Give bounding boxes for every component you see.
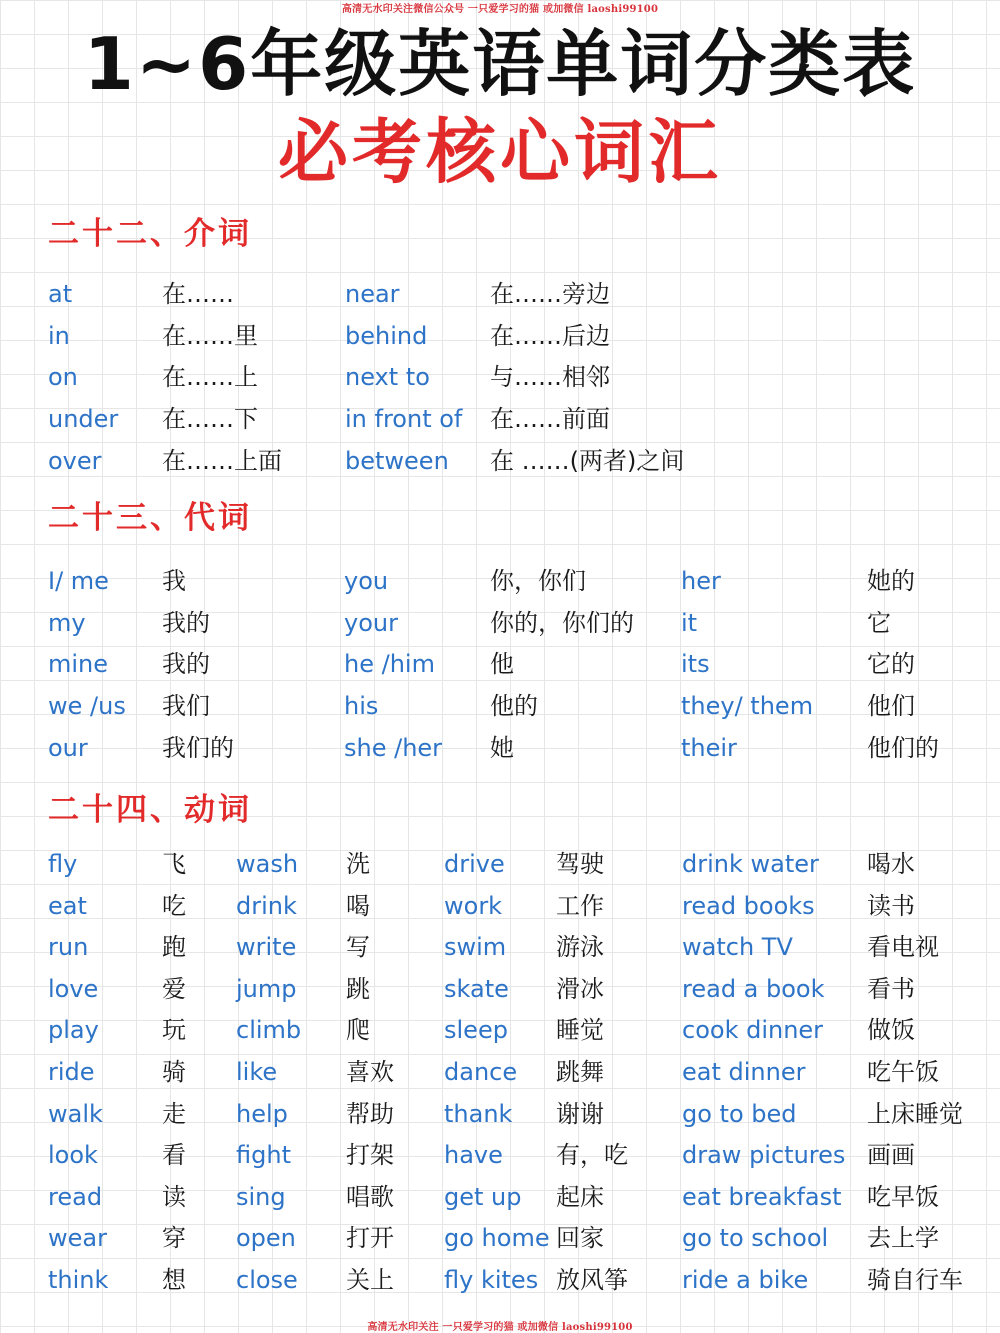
word-english-verbs: jump: [236, 975, 297, 1003]
word-english-prepositions: behind: [345, 322, 428, 350]
word-chinese-verbs: 打架: [346, 1141, 394, 1169]
word-chinese-verbs: 工作: [556, 892, 604, 920]
word-chinese-verbs: 爬: [346, 1016, 370, 1044]
word-chinese-verbs: 去上学: [867, 1224, 939, 1252]
word-english-verbs: wash: [236, 850, 299, 878]
word-english-pronouns: we /us: [48, 692, 126, 720]
word-chinese-verbs: 滑冰: [556, 975, 604, 1003]
word-english-verbs: skate: [444, 975, 509, 1003]
word-chinese-verbs: 喝: [346, 892, 370, 920]
word-chinese-verbs: 看书: [867, 975, 915, 1003]
word-chinese-pronouns: 它的: [867, 650, 915, 678]
word-english-verbs: dance: [444, 1058, 518, 1086]
word-english-verbs: wear: [48, 1224, 107, 1252]
word-english-verbs: ride: [48, 1058, 95, 1086]
word-chinese-verbs: 吃: [162, 892, 186, 920]
word-english-verbs: sing: [236, 1183, 286, 1211]
page-subtitle: 必考核心词汇: [278, 111, 722, 193]
word-chinese-pronouns: 我们的: [162, 734, 234, 762]
word-english-prepositions: in front of: [345, 405, 463, 433]
word-chinese-verbs: 骑自行车: [867, 1266, 963, 1294]
word-english-verbs: drink: [236, 892, 297, 920]
word-chinese-verbs: 骑: [162, 1058, 186, 1086]
word-chinese-verbs: 写: [346, 933, 370, 961]
word-english-verbs: swim: [444, 933, 507, 961]
word-chinese-prepositions: 在 ……(两者)之间: [490, 447, 685, 475]
word-english-pronouns: he /him: [344, 650, 435, 678]
word-chinese-verbs: 关上: [346, 1266, 394, 1294]
word-english-verbs: like: [236, 1058, 278, 1086]
word-english-pronouns: our: [48, 734, 88, 762]
bottom-watermark: 高清无水印关注 一只爱学习的猫 或加微信 laoshi99100: [367, 1322, 633, 1333]
word-chinese-prepositions: 在……上面: [162, 447, 282, 475]
word-english-pronouns: mine: [48, 650, 109, 678]
word-english-pronouns: I/ me: [48, 567, 109, 595]
word-english-verbs: look: [48, 1141, 98, 1169]
word-chinese-verbs: 穿: [162, 1224, 186, 1252]
word-english-verbs: write: [236, 933, 297, 961]
word-english-prepositions: on: [48, 363, 78, 391]
word-english-verbs: drink water: [682, 850, 819, 878]
word-english-pronouns: my: [48, 609, 86, 637]
word-english-pronouns: her: [681, 567, 721, 595]
word-english-verbs: draw pictures: [682, 1141, 846, 1169]
word-chinese-verbs: 起床: [556, 1183, 604, 1211]
word-chinese-verbs: 读书: [867, 892, 915, 920]
word-english-verbs: open: [236, 1224, 296, 1252]
word-english-verbs: eat: [48, 892, 87, 920]
word-english-prepositions: next to: [345, 363, 430, 391]
word-chinese-verbs: 走: [162, 1100, 186, 1128]
word-english-verbs: eat dinner: [682, 1058, 806, 1086]
word-chinese-prepositions: 在……旁边: [490, 280, 610, 308]
word-chinese-verbs: 驾驶: [556, 850, 604, 878]
word-english-verbs: read books: [682, 892, 815, 920]
word-chinese-verbs: 读: [162, 1183, 186, 1211]
word-chinese-prepositions: 在……上: [162, 363, 258, 391]
word-chinese-pronouns: 他的: [490, 692, 538, 720]
word-chinese-pronouns: 我: [162, 567, 186, 595]
word-english-pronouns: his: [344, 692, 379, 720]
word-english-pronouns: your: [344, 609, 398, 637]
section-heading-pronouns: 二十三、代词: [48, 500, 252, 536]
word-chinese-pronouns: 我的: [162, 650, 210, 678]
word-english-verbs: thank: [444, 1100, 513, 1128]
word-chinese-verbs: 回家: [556, 1224, 604, 1252]
word-english-verbs: get up: [444, 1183, 522, 1211]
word-english-verbs: fight: [236, 1141, 291, 1169]
word-english-verbs: have: [444, 1141, 503, 1169]
word-chinese-verbs: 玩: [162, 1016, 186, 1044]
word-english-prepositions: over: [48, 447, 102, 475]
word-english-verbs: work: [444, 892, 503, 920]
word-chinese-prepositions: 在……: [162, 280, 234, 308]
word-chinese-pronouns: 我的: [162, 609, 210, 637]
word-english-verbs: go to school: [682, 1224, 829, 1252]
word-english-verbs: love: [48, 975, 99, 1003]
word-chinese-pronouns: 他们的: [867, 734, 939, 762]
word-chinese-verbs: 跑: [162, 933, 186, 961]
word-english-pronouns: it: [681, 609, 698, 637]
word-chinese-verbs: 喜欢: [346, 1058, 394, 1086]
word-english-verbs: ride a bike: [682, 1266, 809, 1294]
word-english-verbs: read: [48, 1183, 103, 1211]
word-english-pronouns: they/ them: [681, 692, 814, 720]
word-english-pronouns: you: [344, 567, 389, 595]
word-english-verbs: fly kites: [444, 1266, 539, 1294]
word-chinese-pronouns: 我们: [162, 692, 210, 720]
word-chinese-pronouns: 你，你们: [490, 567, 586, 595]
word-english-verbs: watch TV: [682, 933, 793, 961]
word-chinese-pronouns: 他: [490, 650, 514, 678]
section-heading-prepositions: 二十二、介词: [48, 216, 252, 252]
word-chinese-prepositions: 在……后边: [490, 322, 610, 350]
word-chinese-verbs: 飞: [162, 850, 186, 878]
word-english-verbs: go home: [444, 1224, 550, 1252]
word-chinese-verbs: 游泳: [556, 933, 604, 961]
word-chinese-pronouns: 你的，你们的: [490, 609, 634, 637]
word-chinese-verbs: 谢谢: [556, 1100, 604, 1128]
word-english-prepositions: under: [48, 405, 119, 433]
word-chinese-prepositions: 在……下: [162, 405, 258, 433]
word-chinese-verbs: 想: [162, 1266, 186, 1294]
word-chinese-verbs: 跳: [346, 975, 370, 1003]
word-chinese-verbs: 喝水: [867, 850, 915, 878]
word-english-prepositions: in: [48, 322, 70, 350]
word-english-pronouns: its: [681, 650, 710, 678]
word-english-verbs: help: [236, 1100, 288, 1128]
word-english-verbs: go to bed: [682, 1100, 797, 1128]
word-chinese-verbs: 唱歌: [346, 1183, 394, 1211]
word-chinese-verbs: 上床睡觉: [867, 1100, 963, 1128]
word-english-pronouns: their: [681, 734, 737, 762]
word-chinese-verbs: 打开: [346, 1224, 394, 1252]
word-chinese-verbs: 睡觉: [556, 1016, 604, 1044]
word-chinese-verbs: 吃午饭: [867, 1058, 939, 1086]
word-chinese-verbs: 看: [162, 1141, 186, 1169]
word-chinese-verbs: 帮助: [346, 1100, 394, 1128]
word-english-pronouns: she /her: [344, 734, 443, 762]
word-chinese-pronouns: 他们: [867, 692, 915, 720]
word-chinese-verbs: 做饭: [867, 1016, 915, 1044]
section-heading-verbs: 二十四、动词: [48, 792, 252, 828]
word-english-prepositions: between: [345, 447, 449, 475]
word-english-verbs: read a book: [682, 975, 825, 1003]
word-english-verbs: run: [48, 933, 89, 961]
word-chinese-prepositions: 在……里: [162, 322, 258, 350]
word-english-verbs: think: [48, 1266, 109, 1294]
word-english-verbs: climb: [236, 1016, 302, 1044]
word-english-verbs: drive: [444, 850, 505, 878]
word-english-prepositions: near: [345, 280, 400, 308]
word-english-verbs: fly: [48, 850, 78, 878]
page-title: 1~6年级英语单词分类表: [83, 22, 917, 106]
word-chinese-verbs: 有，吃: [556, 1141, 628, 1169]
word-chinese-verbs: 爱: [162, 975, 186, 1003]
word-english-verbs: play: [48, 1016, 99, 1044]
word-chinese-verbs: 洗: [346, 850, 370, 878]
word-chinese-verbs: 跳舞: [556, 1058, 604, 1086]
word-chinese-prepositions: 与……相邻: [490, 363, 610, 391]
word-english-prepositions: at: [48, 280, 73, 308]
word-english-verbs: close: [236, 1266, 298, 1294]
word-english-verbs: cook dinner: [682, 1016, 824, 1044]
word-english-verbs: walk: [48, 1100, 103, 1128]
word-chinese-prepositions: 在……前面: [490, 405, 610, 433]
word-english-verbs: eat breakfast: [682, 1183, 842, 1211]
word-chinese-pronouns: 它: [867, 609, 891, 637]
word-chinese-verbs: 放风筝: [556, 1266, 628, 1294]
top-watermark: 高清无水印关注微信公众号 一只爱学习的猫 或加微信 laoshi99100: [341, 4, 659, 15]
word-chinese-verbs: 画画: [867, 1141, 915, 1169]
word-chinese-pronouns: 她: [490, 734, 514, 762]
word-english-verbs: sleep: [444, 1016, 508, 1044]
word-chinese-verbs: 看电视: [867, 933, 939, 961]
word-chinese-pronouns: 她的: [867, 567, 915, 595]
word-chinese-verbs: 吃早饭: [867, 1183, 939, 1211]
